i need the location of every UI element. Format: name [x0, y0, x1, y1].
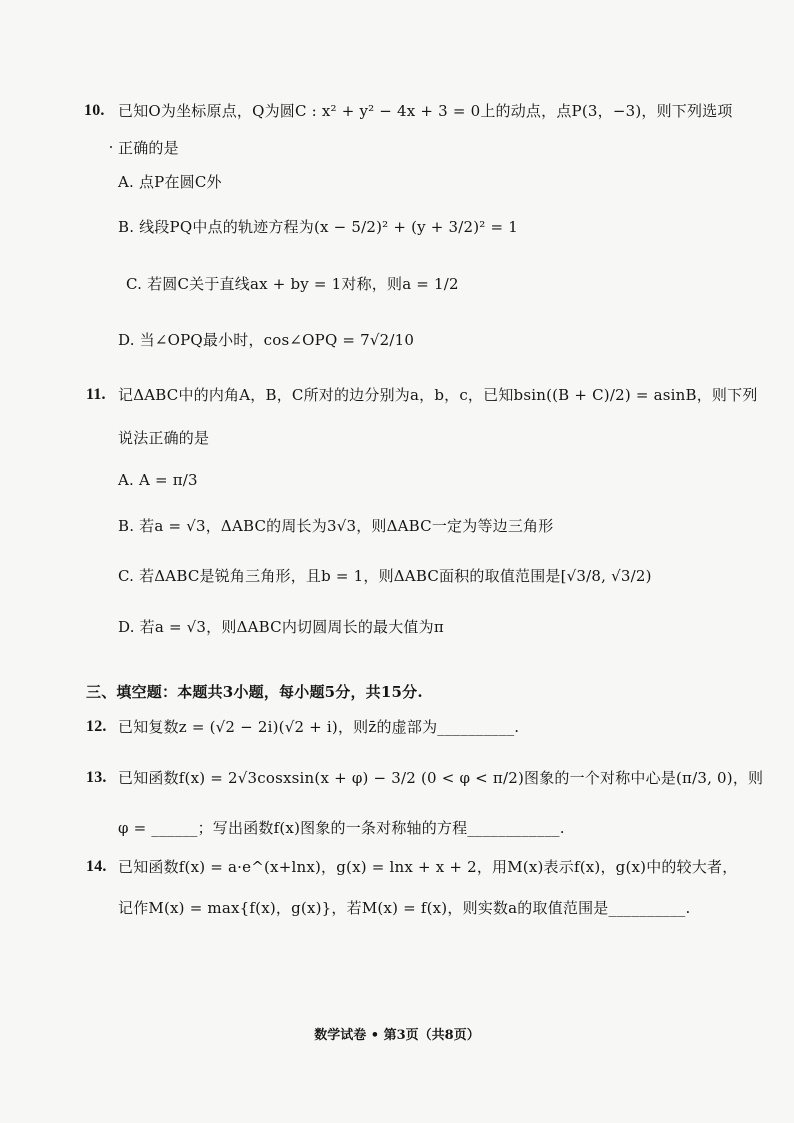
- q11-option-a: A. A = π/3: [118, 471, 198, 489]
- q14-number: 14.: [86, 858, 107, 875]
- q10-option-a: A. 点P在圆C外: [118, 173, 222, 191]
- page-footer: 数学试卷 • 第3页（共8页）: [314, 1028, 480, 1043]
- q11-option-b: B. 若a = √3，ΔABC的周长为3√3，则ΔABC一定为等边三角形: [118, 517, 554, 535]
- q10-option-b: B. 线段PQ中点的轨迹方程为(x − 5/2)² + (y + 3/2)² = 1: [118, 218, 518, 236]
- q12-stem: 已知复数z = (√2 − 2i)(√2 + i)，则z̄的虚部为__________.: [118, 718, 520, 736]
- q11-stem-line1: 记ΔABC中的内角A，B，C所对的边分别为a，b，c，已知bsin((B + C)/2) = asinB，则下列: [118, 386, 758, 404]
- q10-stem-line1: 已知O为坐标原点，Q为圆C : x² + y² − 4x + 3 = 0上的动点，点P(3，−3)，则下列选项: [118, 102, 733, 120]
- q10-number: 10.: [84, 102, 105, 119]
- q10-option-d: D. 当∠OPQ最小时，cos∠OPQ = 7√2/10: [118, 331, 415, 349]
- q11-stem-line2: 说法正确的是: [118, 429, 210, 447]
- q13-stem-line2: φ = ______；写出函数f(x)图象的一条对称轴的方程____________.: [118, 819, 565, 837]
- q12-number: 12.: [86, 718, 107, 735]
- q14-stem-line1: 已知函数f(x) = a·e^(x+lnx)，g(x) = lnx + x + 2，用M(x)表示f(x)，g(x)中的较大者，: [118, 858, 738, 876]
- q10-option-c: C. 若圆C关于直线ax + by = 1对称，则a = 1/2: [126, 275, 459, 293]
- q11-option-d: D. 若a = √3，则ΔABC内切圆周长的最大值为π: [118, 618, 444, 636]
- section-heading-fill-in: 三、填空题：本题共3小题，每小题5分，共15分.: [86, 683, 423, 701]
- q11-number: 11.: [86, 386, 106, 403]
- scan-speck: [110, 146, 112, 148]
- q14-stem-line2: 记作M(x) = max{f(x)，g(x)}，若M(x) = f(x)，则实数a的取值范围是__________.: [118, 899, 691, 917]
- q13-stem-line1: 已知函数f(x) = 2√3cosxsin(x + φ) − 3/2 (0 < φ < π/2)图象的一个对称中心是(π/3, 0)，则: [118, 769, 764, 787]
- q11-option-c: C. 若ΔABC是锐角三角形，且b = 1，则ΔABC面积的取值范围是[√3/8, √3/2): [118, 567, 652, 585]
- q13-number: 13.: [86, 769, 107, 786]
- q10-stem-line2: 正确的是: [118, 139, 179, 157]
